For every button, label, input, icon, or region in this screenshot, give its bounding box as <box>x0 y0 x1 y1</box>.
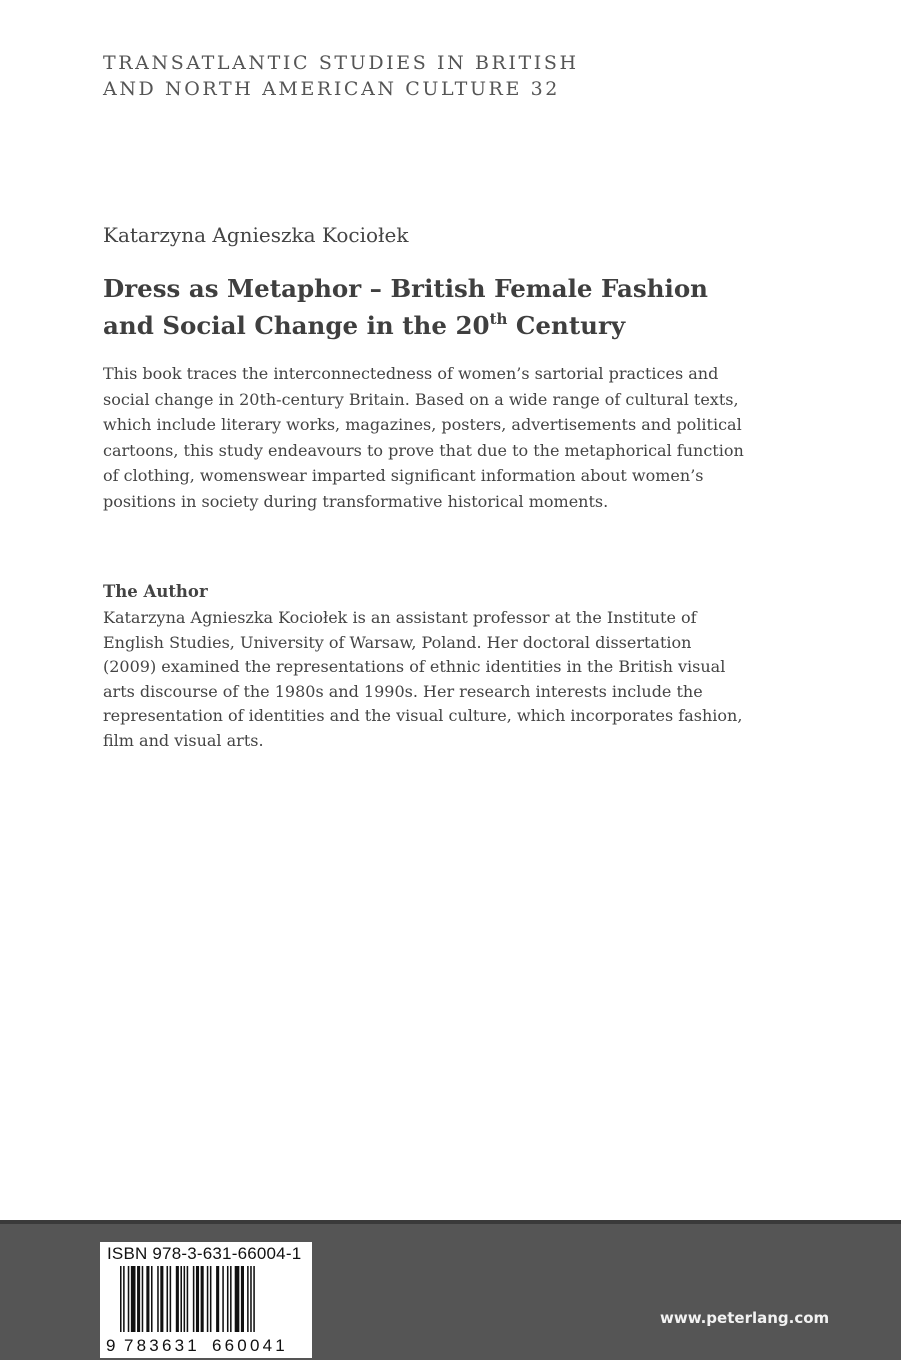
description-line: cartoons, this study endeavours to prove that due to the metaphorical function <box>103 440 744 460</box>
barcode-digits-group-1: 783631 <box>124 1336 200 1355</box>
barcode-bar <box>184 1266 186 1332</box>
barcode-bar <box>120 1266 122 1332</box>
barcode-bars <box>100 1266 312 1336</box>
barcode-bar <box>207 1266 209 1332</box>
barcode-bar <box>241 1266 244 1332</box>
about-author-line: film and visual arts. <box>103 730 264 750</box>
series-title-line-2: AND NORTH AMERICAN CULTURE 32 <box>103 78 560 100</box>
isbn-barcode <box>100 1242 312 1358</box>
barcode-bar <box>201 1266 204 1332</box>
barcode-bar <box>230 1266 232 1332</box>
barcode-bar <box>131 1266 136 1332</box>
isbn-label: ISBN 978-3-631-66004-1 <box>107 1244 302 1263</box>
barcode-bar <box>128 1266 130 1332</box>
about-author-line: English Studies, University of Warsaw, Poland. Her doctoral dissertation <box>103 632 692 652</box>
about-author-heading: The Author <box>103 582 208 601</box>
book-title-line-2-text: and Social Change in the 20 <box>103 311 490 340</box>
barcode-bar <box>216 1266 219 1332</box>
series-title <box>103 50 803 102</box>
about-author-line: arts discourse of the 1980s and 1990s. Her research interests include the <box>103 681 703 701</box>
footer-bar-edge <box>0 1220 901 1224</box>
barcode-bar <box>235 1266 240 1332</box>
barcode-bar <box>137 1266 140 1332</box>
barcode-bar <box>167 1266 169 1332</box>
barcode-bar <box>176 1266 179 1332</box>
barcode-bar <box>146 1266 149 1332</box>
author-name: Katarzyna Agnieszka Kociołek <box>103 223 409 247</box>
barcode-bar <box>123 1266 125 1332</box>
book-title-line-1: Dress as Metaphor – British Female Fashion <box>103 274 708 303</box>
barcode-bar <box>151 1266 153 1332</box>
barcode-bar <box>157 1266 159 1332</box>
publisher-website[interactable]: www.peterlang.com <box>660 1309 830 1327</box>
about-author-line: Katarzyna Agnieszka Kociołek is an assistant professor at the Institute of <box>103 608 697 627</box>
barcode-bar <box>180 1266 182 1332</box>
barcode-bar <box>196 1266 199 1332</box>
description-line: which include literary works, magazines, posters, advertisements and political <box>103 415 742 434</box>
barcode-bar <box>250 1266 252 1332</box>
barcode-bar <box>222 1266 224 1332</box>
barcode-digit-first: 9 <box>106 1336 116 1355</box>
barcode-bar <box>227 1266 229 1332</box>
about-author-line: representation of identities and the visual culture, which incorporates fashion, <box>103 706 743 725</box>
barcode-bar <box>160 1266 163 1332</box>
description-line: of clothing, womenswear imparted significant information about women’s <box>103 466 704 485</box>
description-line: social change in 20th-century Britain. Based on a wide range of cultural texts, <box>103 389 739 409</box>
book-title-line-2-end: Century <box>507 311 626 340</box>
barcode-bar <box>142 1266 144 1332</box>
about-author-line: (2009) examined the representations of ethnic identities in the British visual <box>103 657 726 676</box>
description-line: This book traces the interconnectedness of women’s sartorial practices and <box>103 364 719 383</box>
barcode-bar <box>187 1266 189 1332</box>
book-title-line-2 <box>103 307 863 348</box>
barcode-digits-group-2: 660041 <box>212 1336 288 1355</box>
book-title-superscript: th <box>489 310 508 328</box>
book-title <box>103 270 863 348</box>
about-author-text <box>103 606 863 753</box>
barcode-bar <box>193 1266 195 1332</box>
book-description <box>103 361 863 514</box>
description-line: positions in society during transformative historical moments. <box>103 491 609 511</box>
series-title-line-1: TRANSATLANTIC STUDIES IN BRITISH <box>103 52 579 74</box>
barcode-bar <box>170 1266 172 1332</box>
barcode-bar <box>247 1266 249 1332</box>
barcode-bar <box>210 1266 212 1332</box>
barcode-bar <box>253 1266 255 1332</box>
